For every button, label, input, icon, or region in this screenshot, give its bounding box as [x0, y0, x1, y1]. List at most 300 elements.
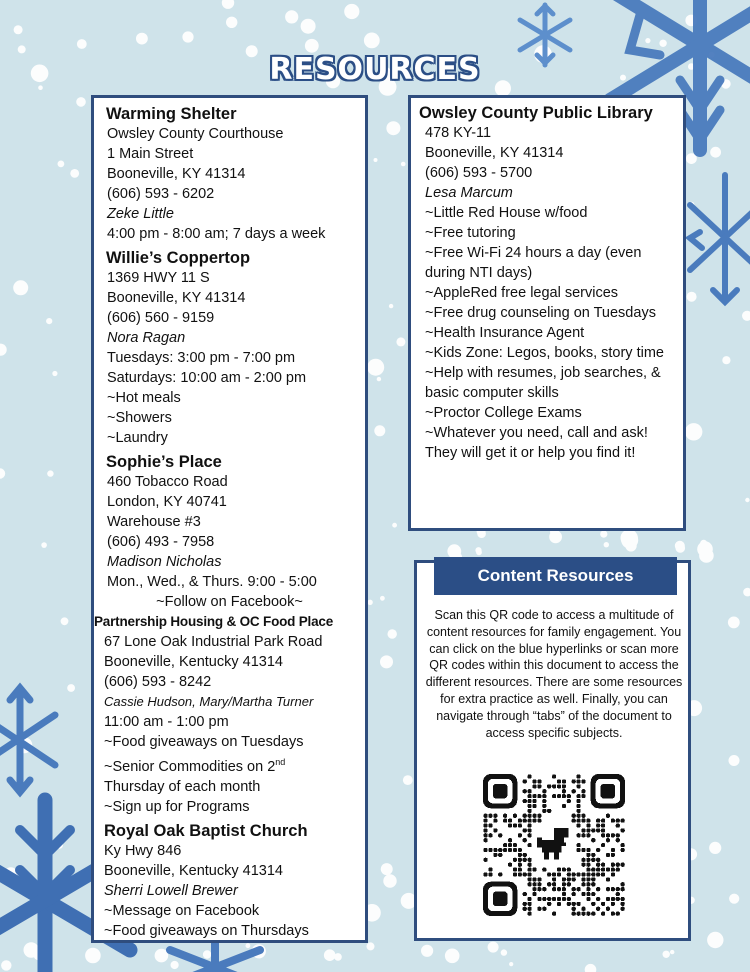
- qr-module: [577, 774, 581, 778]
- qr-module: [596, 819, 600, 823]
- qr-module: [611, 833, 615, 837]
- snow-dot: [13, 280, 28, 295]
- content-resources-description: Scan this QR code to access a multitude of content resources for family engagement. You can click on the blue hyperlinks or scan more QR codes within this document to access the different resources. There are some resources for extra practice as well. Finally, you can navigate through “tabs” of the document to access specific subjects.: [425, 608, 683, 740]
- qr-module: [528, 828, 532, 832]
- qr-module: [557, 902, 561, 906]
- snow-dot: [670, 950, 674, 954]
- library-service: ~Whatever you need, call and ask! They will get it or help you find it!: [425, 425, 648, 461]
- qr-module: [586, 848, 590, 852]
- qr-module: [528, 872, 532, 876]
- qr-module: [586, 892, 590, 896]
- qr-module: [621, 819, 625, 823]
- snow-dot: [41, 542, 47, 548]
- snow-dot: [171, 961, 179, 969]
- royal-oak-city: Booneville, Kentucky 41314: [104, 862, 283, 879]
- snow-dot: [305, 39, 319, 53]
- snow-dot: [728, 617, 740, 629]
- qr-module: [577, 799, 581, 803]
- qr-module: [616, 838, 620, 842]
- qr-module: [601, 872, 605, 876]
- library-service: ~Free Wi-Fi 24 hours a day (even during NTI days): [425, 245, 642, 281]
- qr-module: [547, 902, 551, 906]
- qr-module: [616, 863, 620, 867]
- snow-dot: [383, 874, 396, 887]
- qr-module: [542, 799, 546, 803]
- qr-module: [586, 819, 590, 823]
- snow-dot: [67, 684, 75, 692]
- qr-module: [591, 828, 595, 832]
- qr-module: [518, 848, 522, 852]
- qr-module: [513, 868, 517, 872]
- qr-module: [581, 892, 585, 896]
- qr-module: [528, 868, 532, 872]
- qr-module: [493, 819, 497, 823]
- qr-module: [483, 872, 487, 876]
- snow-dot: [344, 4, 359, 19]
- qr-module: [528, 882, 532, 886]
- qr-module: [616, 912, 620, 916]
- qr-module: [581, 828, 585, 832]
- qr-module: [493, 853, 497, 857]
- qr-module: [518, 858, 522, 862]
- partnership-item2-superscript: nd: [275, 757, 286, 767]
- qr-module: [528, 774, 532, 778]
- library-city: Booneville, KY 41314: [425, 145, 564, 161]
- qr-module: [581, 833, 585, 837]
- snow-dot: [203, 950, 211, 958]
- qr-module: [586, 823, 590, 827]
- qr-module: [513, 858, 517, 862]
- library-service: ~Free tutoring: [425, 225, 516, 241]
- qr-module: [528, 912, 532, 916]
- qr-module: [518, 833, 522, 837]
- qr-module: [537, 887, 541, 891]
- snow-dot: [729, 755, 740, 766]
- qr-module: [523, 779, 527, 783]
- qr-module: [508, 843, 512, 847]
- qr-module: [557, 779, 561, 783]
- qr-module: [523, 902, 527, 906]
- library-heading: Owsley County Public Library: [419, 104, 653, 122]
- qr-module: [557, 872, 561, 876]
- qr-module: [577, 784, 581, 788]
- royal-oak-heading: Royal Oak Baptist Church: [104, 821, 308, 840]
- qr-module: [483, 814, 487, 818]
- qr-module: [606, 907, 610, 911]
- qr-module: [562, 804, 566, 808]
- qr-module: [537, 814, 541, 818]
- snow-dot: [743, 588, 750, 597]
- qr-module: [552, 887, 556, 891]
- snow-dot: [710, 147, 721, 158]
- library-address: 478 KY-11: [425, 125, 492, 141]
- qr-module: [596, 868, 600, 872]
- qr-module: [591, 868, 595, 872]
- snow-dot: [364, 33, 380, 49]
- qr-module: [577, 794, 581, 798]
- qr-module: [537, 877, 541, 881]
- qr-module: [503, 814, 507, 818]
- qr-module: [488, 823, 492, 827]
- qr-code[interactable]: [483, 774, 625, 916]
- qr-module: [596, 858, 600, 862]
- qr-module: [567, 872, 571, 876]
- qr-module: [488, 833, 492, 837]
- qr-module: [508, 848, 512, 852]
- qr-module: [518, 819, 522, 823]
- qr-module: [611, 887, 615, 891]
- qr-module: [601, 902, 605, 906]
- library-service: ~AppleRed free legal services: [425, 285, 619, 301]
- qr-module: [523, 858, 527, 862]
- snow-dot: [246, 943, 251, 948]
- qr-module: [528, 819, 532, 823]
- library-service: ~Kids Zone: Legos, books, story time: [425, 345, 664, 361]
- snow-dot: [0, 344, 7, 356]
- qr-module: [581, 882, 585, 886]
- qr-module: [528, 789, 532, 793]
- partnership-heading: Partnership Housing & OC Food Place: [94, 614, 334, 629]
- willies-service: ~Hot meals: [107, 390, 181, 406]
- left-resources-panel: [91, 95, 368, 943]
- qr-module: [547, 809, 551, 813]
- qr-module: [542, 809, 546, 813]
- qr-module: [508, 819, 512, 823]
- qr-module: [611, 912, 615, 916]
- qr-module: [498, 853, 502, 857]
- qr-module: [581, 877, 585, 881]
- qr-module: [577, 833, 581, 837]
- snow-dot: [226, 17, 237, 28]
- qr-module: [606, 868, 610, 872]
- qr-module: [616, 868, 620, 872]
- snow-dot: [367, 942, 375, 950]
- qr-module: [581, 794, 585, 798]
- willies-hours-tuesday: Tuesdays: 3:00 pm - 7:00 pm: [107, 350, 296, 366]
- qr-module: [611, 902, 615, 906]
- snow-dot: [476, 549, 482, 555]
- qr-finder-top-left: [483, 774, 517, 808]
- snow-dot: [386, 121, 400, 135]
- qr-module: [621, 863, 625, 867]
- snow-dot: [676, 543, 686, 553]
- qr-module: [513, 848, 517, 852]
- qr-module: [577, 814, 581, 818]
- qr-module: [483, 848, 487, 852]
- qr-module: [523, 828, 527, 832]
- qr-module: [532, 804, 536, 808]
- qr-module: [591, 858, 595, 862]
- royal-oak-address: Ky Hwy 846: [104, 842, 182, 859]
- sophies-follow: ~Follow on Facebook~: [156, 594, 303, 610]
- snow-dot: [392, 523, 397, 528]
- qr-module: [552, 877, 556, 881]
- snow-dot: [136, 33, 148, 45]
- library-service: ~Help with resumes, job searches, & basic computer skills: [425, 365, 661, 401]
- qr-module: [532, 887, 536, 891]
- qr-module: [581, 872, 585, 876]
- qr-module: [621, 848, 625, 852]
- qr-module: [537, 784, 541, 788]
- qr-module: [557, 794, 561, 798]
- qr-module: [528, 794, 532, 798]
- qr-module: [577, 902, 581, 906]
- qr-module: [532, 877, 536, 881]
- warming-shelter-address: 1 Main Street: [107, 146, 194, 162]
- qr-module: [591, 892, 595, 896]
- qr-module: [601, 833, 605, 837]
- qr-module: [581, 814, 585, 818]
- snow-dot: [401, 162, 406, 167]
- qr-module: [532, 892, 536, 896]
- qr-module: [567, 868, 571, 872]
- qr-module: [513, 823, 517, 827]
- qr-module: [577, 819, 581, 823]
- snow-dot: [14, 25, 23, 34]
- willies-heading: Willie’s Coppertop: [106, 249, 251, 267]
- partnership-address: 67 Lone Oak Industrial Park Road: [104, 634, 323, 650]
- snow-dot: [600, 531, 607, 538]
- qr-module: [611, 853, 615, 857]
- qr-module: [562, 779, 566, 783]
- snow-dot: [403, 775, 413, 785]
- qr-module: [542, 789, 546, 793]
- qr-module: [606, 853, 610, 857]
- partnership-item2-text: ~Senior Commodities on 2: [104, 758, 276, 775]
- qr-module: [537, 794, 541, 798]
- qr-module: [586, 897, 590, 901]
- qr-module: [483, 819, 487, 823]
- qr-module: [591, 882, 595, 886]
- qr-module: [577, 848, 581, 852]
- snow-dot: [46, 318, 52, 324]
- qr-module: [581, 858, 585, 862]
- qr-module: [557, 897, 561, 901]
- qr-module: [537, 897, 541, 901]
- library-panel: [408, 95, 686, 531]
- qr-module: [621, 902, 625, 906]
- qr-module: [518, 853, 522, 857]
- willies-address: 1369 HWY 11 S: [107, 270, 210, 286]
- qr-module: [542, 907, 546, 911]
- qr-module: [532, 799, 536, 803]
- warming-shelter-heading: Warming Shelter: [106, 105, 237, 123]
- qr-module: [572, 814, 576, 818]
- qr-module: [616, 823, 620, 827]
- qr-module: [528, 858, 532, 862]
- qr-module: [528, 809, 532, 813]
- qr-module: [611, 872, 615, 876]
- page-title: RESOURCES: [269, 52, 481, 87]
- qr-module: [577, 912, 581, 916]
- qr-module: [616, 887, 620, 891]
- snowflake-icon: [690, 175, 750, 302]
- qr-module: [601, 843, 605, 847]
- snow-dot: [745, 498, 749, 502]
- qr-module: [562, 784, 566, 788]
- qr-module: [572, 789, 576, 793]
- qr-module: [601, 828, 605, 832]
- content-resources-panel: [414, 560, 691, 941]
- snow-dot: [76, 97, 86, 107]
- qr-module: [616, 892, 620, 896]
- willies-service: ~Laundry: [107, 430, 168, 446]
- willies-service: ~Showers: [107, 410, 172, 426]
- qr-module: [523, 838, 527, 842]
- qr-module: [557, 784, 561, 788]
- qr-module: [596, 863, 600, 867]
- qr-module: [552, 882, 556, 886]
- library-phone: (606) 593 - 5700: [425, 165, 533, 181]
- qr-module: [616, 819, 620, 823]
- qr-module: [528, 799, 532, 803]
- qr-module: [542, 887, 546, 891]
- qr-module: [552, 872, 556, 876]
- snow-dot: [367, 600, 372, 605]
- qr-module: [528, 833, 532, 837]
- qr-module: [503, 843, 507, 847]
- qr-module: [518, 863, 522, 867]
- qr-module: [542, 804, 546, 808]
- qr-module: [508, 863, 512, 867]
- qr-module: [483, 858, 487, 862]
- qr-module: [532, 794, 536, 798]
- qr-module: [577, 809, 581, 813]
- qr-module: [562, 892, 566, 896]
- qr-module: [621, 828, 625, 832]
- qr-module: [518, 868, 522, 872]
- qr-module: [488, 848, 492, 852]
- qr-module: [586, 887, 590, 891]
- qr-module: [611, 819, 615, 823]
- qr-module: [498, 848, 502, 852]
- qr-module: [596, 848, 600, 852]
- qr-module: [552, 784, 556, 788]
- qr-module: [488, 868, 492, 872]
- snow-dot: [377, 377, 381, 381]
- royal-oak-item: ~Food giveaways on Thursdays: [104, 922, 309, 939]
- partnership-item: Thursday of each month: [104, 778, 261, 795]
- qr-module: [606, 838, 610, 842]
- qr-module: [601, 912, 605, 916]
- qr-module: [577, 804, 581, 808]
- qr-module: [572, 907, 576, 911]
- partnership-item: ~Food giveaways on Tuesdays: [104, 734, 304, 750]
- qr-module: [523, 789, 527, 793]
- qr-module: [528, 877, 532, 881]
- sophies-unit: Warehouse #3: [107, 514, 201, 530]
- snow-dot: [1, 960, 11, 970]
- qr-module: [586, 828, 590, 832]
- warming-shelter-contact: Zeke Little: [107, 206, 174, 222]
- qr-module: [596, 897, 600, 901]
- qr-module: [523, 853, 527, 857]
- qr-module: [532, 814, 536, 818]
- qr-module: [572, 902, 576, 906]
- qr-module: [577, 823, 581, 827]
- snow-dot: [182, 31, 193, 42]
- qr-module: [581, 819, 585, 823]
- qr-module: [591, 853, 595, 857]
- qr-module: [483, 838, 487, 842]
- qr-module: [488, 814, 492, 818]
- snow-dot: [381, 863, 393, 875]
- willies-contact: Nora Ragan: [107, 330, 186, 346]
- qr-module: [523, 819, 527, 823]
- qr-module: [547, 784, 551, 788]
- qr-module: [581, 907, 585, 911]
- qr-module: [547, 872, 551, 876]
- qr-module: [532, 882, 536, 886]
- royal-oak-item: ~Message on Facebook: [104, 902, 260, 919]
- qr-module: [562, 877, 566, 881]
- qr-module: [528, 804, 532, 808]
- partnership-city: Booneville, Kentucky 41314: [104, 654, 283, 670]
- qr-module: [586, 872, 590, 876]
- qr-module: [567, 897, 571, 901]
- qr-module: [562, 868, 566, 872]
- sophies-heading: Sophie’s Place: [106, 453, 222, 471]
- qr-module: [611, 863, 615, 867]
- qr-module: [591, 902, 595, 906]
- qr-module: [586, 833, 590, 837]
- snow-dot: [659, 40, 666, 47]
- snow-dot: [380, 655, 393, 668]
- royal-oak-contact: Sherri Lowell Brewer: [104, 882, 238, 899]
- qr-module: [586, 868, 590, 872]
- qr-module: [508, 823, 512, 827]
- snow-dot: [488, 942, 499, 953]
- qr-module: [513, 814, 517, 818]
- qr-module: [508, 838, 512, 842]
- snow-dot: [501, 949, 507, 955]
- snow-dot: [70, 169, 79, 178]
- qr-module: [528, 907, 532, 911]
- library-service: ~Free drug counseling on Tuesdays: [425, 305, 656, 321]
- qr-module: [537, 819, 541, 823]
- qr-module: [572, 887, 576, 891]
- partnership-item: [94, 752, 365, 777]
- qr-module: [483, 828, 487, 832]
- qr-module: [591, 872, 595, 876]
- snow-dot: [388, 629, 397, 638]
- snow-dot: [742, 311, 750, 321]
- qr-module: [537, 779, 541, 783]
- qr-module: [596, 907, 600, 911]
- qr-module: [532, 779, 536, 783]
- sophies-phone: (606) 493 - 7958: [107, 534, 215, 550]
- qr-module: [483, 823, 487, 827]
- willies-hours-saturday: Saturdays: 10:00 am - 2:00 pm: [107, 370, 307, 386]
- warming-shelter-hours: 4:00 pm - 8:00 am; 7 days a week: [107, 226, 326, 242]
- snow-dot: [722, 356, 730, 364]
- qr-module: [523, 907, 527, 911]
- library-service: ~Proctor College Exams: [425, 405, 582, 421]
- snow-dot: [625, 540, 636, 551]
- snow-dot: [585, 964, 597, 972]
- qr-module: [586, 912, 590, 916]
- snow-dot: [707, 932, 723, 948]
- qr-module: [518, 872, 522, 876]
- qr-module: [567, 902, 571, 906]
- qr-module: [596, 872, 600, 876]
- snow-dot: [663, 951, 670, 958]
- qr-module: [581, 848, 585, 852]
- snow-dot: [396, 337, 405, 346]
- qr-module: [616, 897, 620, 901]
- qr-module: [606, 833, 610, 837]
- snow-dot: [61, 617, 69, 625]
